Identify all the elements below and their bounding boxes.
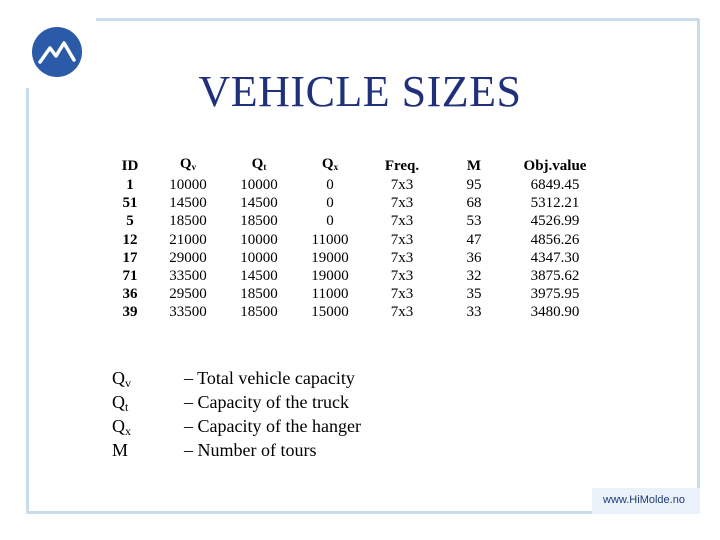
cell-id: 71 [122,268,138,285]
cell-qx: 0 [326,177,334,194]
table-header-row [108,155,600,176]
legend-symbol [112,414,184,438]
header-qx-sub: x [333,162,339,172]
cell-m: 47 [466,231,482,248]
cell-obj: 4347.30 [530,249,580,266]
legend-row-m [112,438,361,462]
header-qt-sub: t [263,162,267,172]
cell-qt: 10000 [240,177,278,194]
slide-title: VEHICLE SIZES [198,67,522,116]
cell-id: 17 [122,249,138,266]
cell-freq: 7x3 [390,177,414,194]
header-qt [224,155,294,176]
cell-qv: 18500 [169,213,207,230]
cell-qv: 14500 [169,195,207,212]
cell-obj: 3480.90 [530,304,580,321]
cell-qv: 33500 [169,268,207,285]
cell-obj: 5312.21 [530,195,580,212]
legend-symbol [112,438,184,462]
cell-id: 12 [122,231,138,248]
cell-qx: 0 [326,195,334,212]
legend-symbol-base: Q [112,416,125,436]
cell-m: 32 [466,268,482,285]
header-qx-base: Q [321,156,334,172]
cell-id: 5 [126,213,134,230]
table-row [108,303,600,321]
cell-qx: 15000 [311,304,349,321]
header-qv [152,155,224,176]
cell-obj: 3875.62 [530,268,580,285]
cell-m: 68 [466,195,482,212]
cell-qt: 10000 [240,249,278,266]
header-qx [294,155,366,176]
cell-qv: 29500 [169,286,207,303]
vehicle-sizes-table [108,155,600,322]
table-row [108,176,600,194]
cell-obj: 4526.99 [530,213,580,230]
cell-m: 35 [466,286,482,303]
cell-qv: 21000 [169,231,207,248]
legend-description: – Number of tours [184,440,317,460]
legend-symbol [112,390,184,414]
cell-freq: 7x3 [390,286,414,303]
header-qv-base: Q [179,156,192,172]
table-row [108,212,600,230]
cell-qv: 33500 [169,304,207,321]
cell-obj: 6849.45 [530,177,580,194]
cell-qt: 18500 [240,286,278,303]
legend-description: – Capacity of the hanger [184,416,361,436]
cell-obj: 4856.26 [530,231,580,248]
cell-obj: 3975.95 [530,286,580,303]
cell-qx: 0 [326,213,334,230]
legend-row-qx [112,414,361,438]
cell-qx: 19000 [311,268,349,285]
table-row [108,285,600,303]
table-row [108,267,600,285]
cell-qt: 14500 [240,268,278,285]
legend-symbol [112,366,184,390]
header-freq: Freq. [384,157,420,174]
symbol-legend [112,366,361,462]
cell-qv: 10000 [169,177,207,194]
legend-symbol-sub: t [125,400,129,414]
cell-freq: 7x3 [390,268,414,285]
legend-symbol-sub: x [125,424,131,438]
cell-freq: 7x3 [390,231,414,248]
header-qv-sub: v [191,162,197,172]
table-row [108,194,600,212]
cell-qt: 18500 [240,213,278,230]
cell-id: 39 [122,304,138,321]
cell-qx: 19000 [311,249,349,266]
cell-qx: 11000 [311,286,349,303]
cell-freq: 7x3 [390,304,414,321]
legend-description: – Capacity of the truck [184,392,349,412]
cell-id: 36 [122,286,138,303]
legend-row-qt [112,390,361,414]
header-id: ID [121,157,139,174]
cell-qt: 18500 [240,304,278,321]
cell-qt: 10000 [240,231,278,248]
cell-m: 53 [466,213,482,230]
legend-description: – Total vehicle capacity [184,368,355,388]
legend-symbol-base: Q [112,368,125,388]
cell-qx: 11000 [311,231,349,248]
legend-symbol-base: Q [112,392,125,412]
legend-symbol-base: M [112,440,129,460]
table-row [108,249,600,267]
cell-freq: 7x3 [390,213,414,230]
header-qt-base: Q [251,156,264,172]
cell-freq: 7x3 [390,195,414,212]
legend-symbol-sub: v [125,376,131,390]
cell-qv: 29000 [169,249,207,266]
cell-id: 51 [122,195,138,212]
cell-m: 33 [466,304,482,321]
cell-m: 36 [466,249,482,266]
header-obj-value: Obj.value [523,157,587,174]
legend-row-qv [112,366,361,390]
cell-id: 1 [126,177,134,194]
cell-m: 95 [466,177,482,194]
table-row [108,231,600,249]
cell-freq: 7x3 [390,249,414,266]
footer-url: www.HiMolde.no [603,494,685,506]
header-m: M [466,157,482,174]
cell-qt: 14500 [240,195,278,212]
